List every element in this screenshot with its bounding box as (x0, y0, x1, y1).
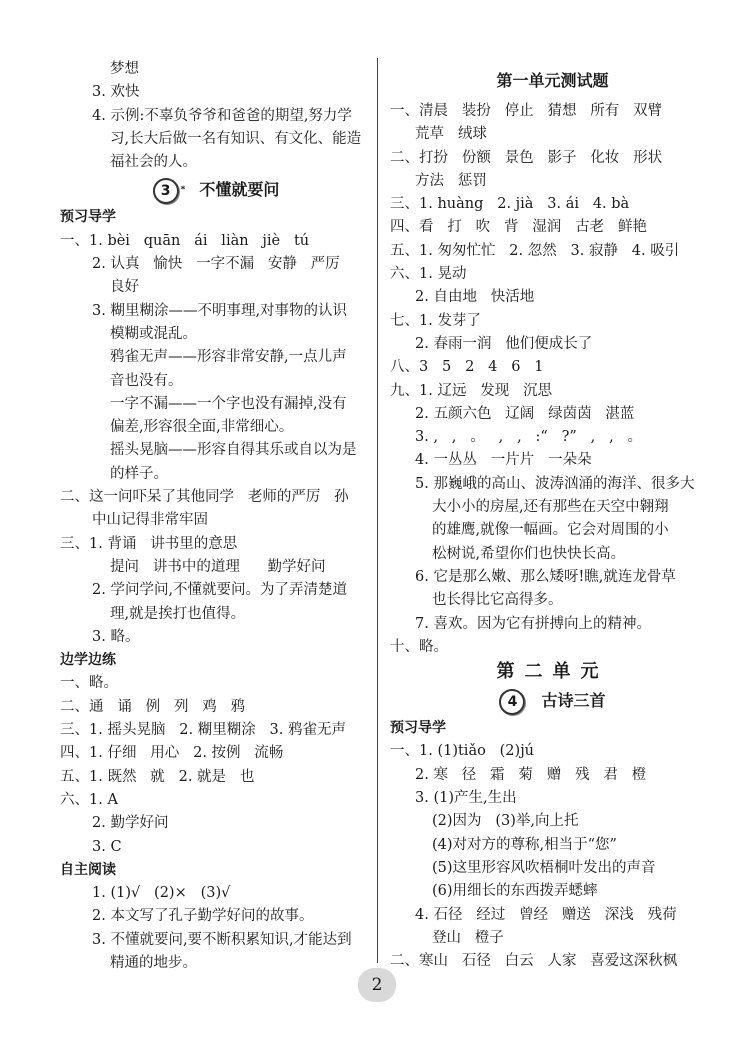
answer-line: 四、1. 仔细 用心 2. 按例 流畅 (60, 745, 284, 762)
page-number: 2 (358, 968, 396, 1002)
answer-line: 理,就是挨打也值得。 (110, 605, 246, 622)
answer-line: 3. (1)产生,生出 (415, 790, 517, 807)
answer-line: 方法 惩罚 (415, 172, 487, 189)
test-title: 第一单元测试题 (496, 71, 609, 90)
lesson-number-badge: 3 (153, 178, 179, 204)
answer-line: 5. 那巍峨的高山、波涛汹涌的海洋、很多大 (415, 475, 695, 492)
answer-line: 三、1. 摇头晃脑 2. 糊里糊涂 3. 鸦雀无声 (60, 722, 346, 739)
answer-line: 一、1. bèi quān ái liàn jiè tú (60, 232, 310, 249)
answer-line: 四、看 打 吹 背 湿润 古老 鲜艳 (390, 219, 647, 236)
answer-line: 2. 勤学好问 (92, 815, 169, 832)
answer-line: 一字不漏——一个字也没有漏掉,没有 (110, 395, 347, 412)
section-heading: 边学边练 (60, 652, 116, 669)
answer-line: 三、1. huàng 2. jià 3. ái 4. bà (390, 196, 630, 213)
answer-line: (4)对对方的尊称,相当于“您” (432, 836, 617, 853)
answer-line: 六、1. 晃动 (390, 266, 467, 283)
answer-line: (6)用细长的东西拨弄蟋蟀 (432, 883, 598, 900)
lesson-heading (390, 685, 715, 717)
answer-line: 1. (1)√ (2)× (3)√ (92, 885, 231, 902)
left-column (60, 58, 372, 975)
answer-line: 八、3 5 2 4 6 1 (390, 359, 544, 376)
answer-line: 松树说,希望你们也快快长高。 (432, 545, 626, 562)
answer-line: 大小小的房屋,还有那些在天空中翱翔 (432, 499, 669, 516)
answer-line: 2. 五颜六色 辽阔 绿茵茵 湛蓝 (415, 405, 635, 422)
answer-line: 荒草 绒球 (415, 126, 487, 143)
answer-line: 提问 讲书中的道理 勤学好问 (110, 558, 326, 575)
lesson-number-badge: 4 (499, 689, 525, 715)
answer-line: 二、打扮 份额 景色 影子 化妆 形状 (390, 149, 663, 166)
answer-line: 中山记得非常牢固 (92, 512, 208, 529)
lesson-heading (60, 174, 372, 206)
answer-line: 4. 示例:不辜负爷爷和爸爸的期望,努力学 (92, 107, 352, 124)
answer-line: 3. C (92, 838, 122, 855)
answer-line: (5)这里形容风吹梧桐叶发出的声音 (432, 859, 656, 876)
lesson-title: 不懂就要问 (199, 180, 280, 200)
answer-line: (2)因为 (3)举,向上托 (432, 813, 579, 830)
lesson-title: 古诗三首 (541, 691, 606, 711)
section-heading: 自主阅读 (60, 861, 116, 878)
answer-line: 6. 它是那么嫩、那么矮呀!瞧,就连龙骨草 (415, 568, 676, 585)
unit-heading: 第二单元 (496, 661, 609, 683)
answer-line: 音也没有。 (110, 372, 183, 389)
answer-line: 模糊或混乱。 (110, 325, 197, 342)
answer-line: 七、1. 发芽了 (390, 312, 481, 329)
answer-line: 也长得比它高得多。 (432, 592, 563, 609)
answer-line: 摇头晃脑——形容自得其乐或自以为是 (110, 442, 357, 459)
answer-line: 3. 不懂就要问,要不断积累知识,才能达到 (92, 931, 352, 948)
answer-line: 3. 糊里糊涂——不明事理,对事物的认识 (92, 302, 348, 319)
section-heading: 预习导学 (60, 209, 116, 226)
answer-line: 五、1. 匆匆忙忙 2. 忽然 3. 寂静 4. 吸引 (390, 242, 680, 259)
answer-line: 二、寒山 石径 白云 人家 喜爱这深秋枫 (390, 953, 678, 970)
answer-line: 4. 一丛丛 一片片 一朵朵 (415, 452, 592, 469)
answer-line: 一、1. (1)tiǎo (2)jú (390, 743, 535, 760)
answer-line: 2. 寒 径 霜 菊 赠 残 君 橙 (415, 766, 647, 783)
section-heading: 预习导学 (390, 720, 446, 737)
answer-line: 一、略。 (60, 675, 118, 692)
answer-line: 福社会的人。 (110, 154, 197, 171)
answer-line: 2. 春雨一润 他们便成长了 (415, 335, 593, 352)
answer-line: 一、清晨 装扮 停止 猜想 所有 双臂 (390, 103, 663, 119)
answer-line: 4. 石径 经过 曾经 赠送 深浅 残荷 (415, 906, 677, 923)
answer-line: 2. 自由地 快活地 (415, 289, 535, 306)
answer-line: 鸦雀无声——形容非常安静,一点儿声 (110, 349, 347, 366)
answer-line: 梦想 (110, 61, 139, 77)
answer-line: 2. 学问学问,不懂就要问。为了弄清楚道 (92, 582, 348, 599)
answer-line: 九、1. 辽远 发现 沉思 (390, 382, 553, 399)
answer-line: 的样子。 (110, 465, 168, 482)
answer-line: 7. 喜欢。因为它有拼搏向上的精神。 (415, 615, 651, 632)
answer-line: 3. , , 。 , , :“ ?” , , 。 (415, 429, 643, 446)
answer-line: 十、略。 (390, 638, 448, 655)
answer-line: 五、1. 既然 就 2. 就是 也 (60, 768, 255, 785)
right-column (390, 66, 715, 973)
answer-line: 2. 认真 愉快 一字不漏 安静 严厉 (92, 256, 340, 273)
answer-line: 的雄鹰,就像一幅画。它会对周围的小 (432, 522, 669, 539)
optional-lesson-star: * (180, 185, 186, 196)
answer-line: 二、通 诵 例 列 鸡 鸦 (60, 698, 246, 715)
answer-line: 登山 橙子 (432, 929, 504, 946)
answer-line: 二、这一问吓呆了其他同学 老师的严厉 孙 (60, 489, 349, 506)
answer-line: 习,长大后做一名有知识、有文化、能造 (110, 130, 362, 147)
answer-line: 偏差,形容很全面,非常细心。 (110, 419, 294, 436)
answer-line: 三、1. 背诵 讲书里的意思 (60, 535, 238, 552)
answer-line: 3. 欢快 (92, 84, 140, 101)
answer-line: 精通的地步。 (110, 954, 197, 971)
answer-line: 3. 略。 (92, 628, 140, 645)
answer-line: 2. 本文写了孔子勤学好问的故事。 (92, 908, 314, 925)
column-divider (377, 58, 378, 963)
answer-line: 良好 (110, 279, 139, 296)
answer-line: 六、1. A (60, 791, 118, 808)
